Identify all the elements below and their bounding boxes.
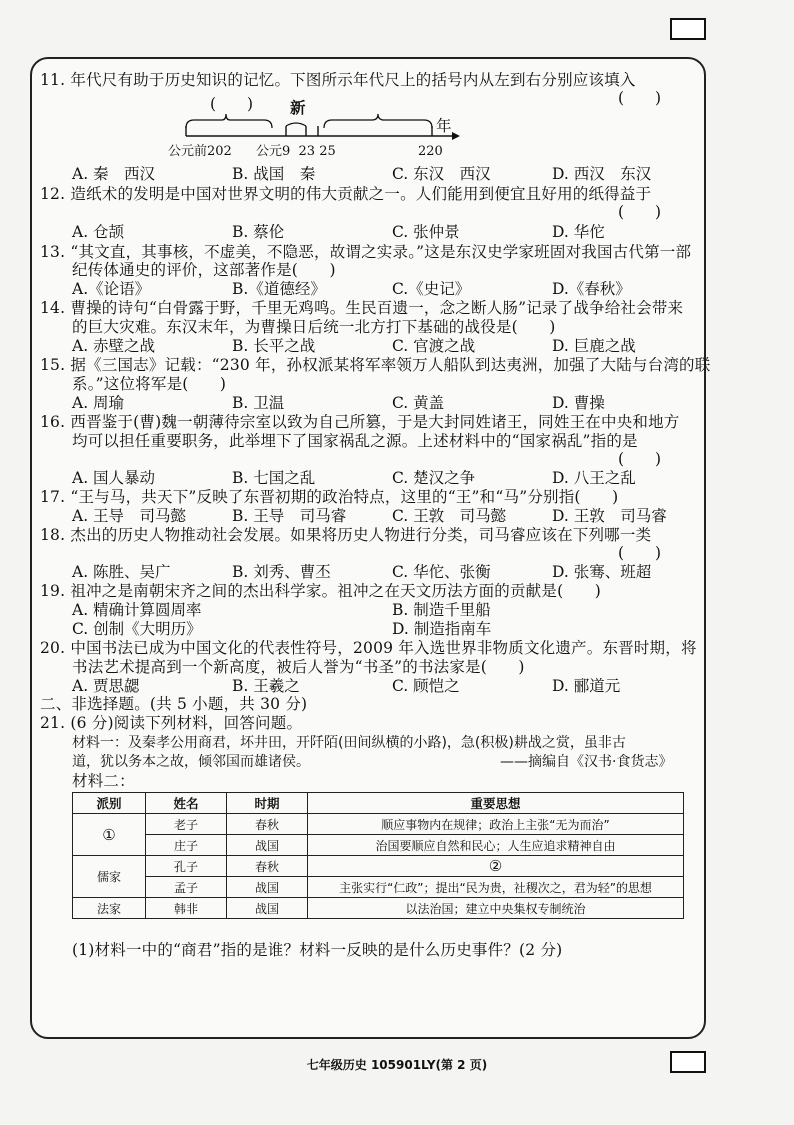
q13-option-c: C.《史记》 [392,280,471,298]
table-cell: 老子 [146,814,227,835]
q11-tick-right: 220 [418,144,443,159]
q14-stem-2: 的巨大灾难。东汉末年，为曹操日后统一北方打下基础的战役是( ) [72,318,556,336]
q17-option-a: A. 王导 司马懿 [72,507,187,525]
q11-option-d: D. 西汉 东汉 [552,165,652,183]
q17-stem: 17. “王与马，共天下”反映了东晋初期的政治特点，这里的“王”和“马”分别指( ) [40,488,619,506]
q14-option-d: D. 巨鹿之战 [552,337,636,355]
table-cell: 孟子 [146,877,227,898]
q20-option-c: C. 顾恺之 [392,677,460,695]
q21-subquestion-1: (1)材料一中的“商君”指的是谁？材料一反映的是什么历史事件？(2 分) [72,941,563,959]
table-cell: 主张实行“仁政”；提出“民为贵，社稷次之，君为轻”的思想 [308,877,684,898]
table-cell-blank: ② [308,856,684,877]
table-cell: 顺应事物内在规律；政治上主张“无为而治” [308,814,684,835]
q20-option-b: B. 王羲之 [232,677,300,695]
q21-material1-b: 道，犹以务本之故，倾邻国而雄诸侯。 [72,754,310,770]
q16-paren: ( ) [618,450,662,468]
q19-stem: 19. 祖冲之是南朝宋齐之间的杰出科学家。祖冲之在天文历法方面的贡献是( ) [40,582,601,600]
q16-option-c: C. 楚汉之争 [392,469,476,487]
q13-stem-2: 纪传体通史的评价，这部著作是( ) [72,261,336,279]
q11-tick-mid: 公元9 23 25 [256,144,336,159]
q17-option-b: B. 王导 司马睿 [232,507,347,525]
q16-option-d: D. 八王之乱 [552,469,636,487]
q12-option-c: C. 张仲景 [392,223,460,241]
timeline-arrow [452,132,460,140]
q20-stem-2: 书法艺术提高到一个新高度，被后人誉为“书圣”的书法家是( ) [72,658,525,676]
table-cell-school: ① [73,814,146,856]
q14-stem-1: 14. 曹操的诗句“白骨露于野，千里无鸡鸣。生民百遗一，念之断人肠”记录了战争给社会带来 [40,299,684,317]
q18-option-b: B. 刘秀、曹丕 [232,563,331,581]
q18-paren: ( ) [618,544,662,562]
q18-option-d: D. 张骞、班超 [552,563,652,581]
table-cell-school: 儒家 [73,856,146,898]
q16-stem-2: 均可以担任重要职务，此举埋下了国家祸乱之源。上述材料中的“国家祸乱”指的是 [72,432,638,450]
table-cell: 韩非 [146,898,227,919]
q16-option-b: B. 七国之乱 [232,469,316,487]
q21-material2-label: 材料二： [72,772,135,790]
q12-stem: 12. 造纸术的发明是中国对世界文明的伟大贡献之一。人们能用到便宜且好用的纸得益于 [40,185,652,203]
q11-option-b: B. 战国 秦 [232,165,316,183]
q18-option-a: A. 陈胜、吴广 [72,563,171,581]
q14-option-a: A. 赤壁之战 [72,337,156,355]
q12-option-a: A. 仓颉 [72,223,125,241]
q11-blank-left: ( ) [210,95,254,113]
q21-stem: 21. (6 分)阅读下列材料，回答问题。 [40,714,303,732]
q12-paren: ( ) [618,203,662,221]
q13-option-a: A.《论语》 [72,280,151,298]
q14-option-b: B. 长平之战 [232,337,316,355]
q15-option-c: C. 黄盖 [392,394,445,412]
q19-option-a: A. 精确计算圆周率 [72,601,202,619]
q19-option-c: C. 创制《大明历》 [72,620,202,638]
table-row [73,856,684,877]
header-period: 时期 [227,793,308,814]
q15-stem-2: 系。”这位将军是( ) [72,375,227,393]
table-cell: 战国 [227,877,308,898]
q11-option-c: C. 东汉 西汉 [392,165,491,183]
table-cell: 春秋 [227,856,308,877]
q15-stem-1: 15. 据《三国志》记载：“230 年，孙权派某将军率领万人船队到达夷洲，加强了大陆与台湾的联 [40,356,711,374]
page-footer: 七年级历史 105901LY(第 2 页) [306,1058,488,1072]
q18-option-c: C. 华佗、张衡 [392,563,491,581]
header-school: 派别 [73,793,146,814]
table-cell: 战国 [227,835,308,856]
q12-option-d: D. 华佗 [552,223,605,241]
q11-paren: ( ) [618,89,662,107]
header-name: 姓名 [146,793,227,814]
table-cell: 孔子 [146,856,227,877]
timeline-brace-right [324,114,432,128]
q18-stem: 18. 杰出的历史人物推动社会发展。如果将历史人物进行分类，司马睿应该在下列哪一类 [40,526,652,544]
q11-label-year: 年 [436,117,452,135]
table-row [73,814,684,835]
q17-option-d: D. 王敦 司马睿 [552,507,667,525]
schools-table [72,792,684,919]
q11-label-xin: 新 [290,98,306,117]
q15-option-a: A. 周瑜 [72,394,125,412]
q20-option-a: A. 贾思勰 [72,677,140,695]
q12-option-b: B. 蔡伦 [232,223,285,241]
q15-option-b: B. 卫温 [232,394,285,412]
q16-option-a: A. 国人暴动 [72,469,156,487]
table-cell-school: 法家 [73,898,146,919]
header-thought: 重要思想 [308,793,684,814]
corner-box-top [670,18,706,40]
table-row [73,835,684,856]
q19-option-b: B. 制造千里船 [392,601,491,619]
q21-material1-a: 材料一：及秦孝公用商君，坏井田，开阡陌(田间纵横的小路)，急(积极)耕战之赏，虽非古 [72,735,626,751]
timeline-brace-left [186,114,272,128]
q13-option-d: D.《春秋》 [552,280,631,298]
q16-stem-1: 16. 西晋鉴于(曹)魏一朝薄待宗室以致为自己所篡，于是大封同姓诸王，同姓王在中央和地方 [40,413,680,431]
table-row [73,898,684,919]
table-row [73,877,684,898]
section-2-heading: 二、非选择题。(共 5 小题，共 30 分) [40,695,308,713]
q11-option-a: A. 秦 西汉 [72,165,156,183]
q11-tick-left: 公元前202 [168,144,232,159]
table-cell: 春秋 [227,814,308,835]
q14-option-c: C. 官渡之战 [392,337,476,355]
q19-option-d: D. 制造指南车 [392,620,492,638]
q20-option-d: D. 郦道元 [552,677,621,695]
table-cell: 庄子 [146,835,227,856]
table-header-row [73,793,684,814]
q13-option-b: B.《道德经》 [232,280,326,298]
q21-material1-source: ——摘编自《汉书·食货志》 [500,754,673,770]
table-cell: 战国 [227,898,308,919]
q17-option-c: C. 王敦 司马懿 [392,507,507,525]
q11-stem: 11. 年代尺有助于历史知识的记忆。下图所示年代尺上的括号内从左到右分别应该填入 [40,71,636,89]
q20-stem-1: 20. 中国书法已成为中国文化的代表性符号，2009 年入选世界非物质文化遗产。东晋时期，将 [40,639,697,657]
q13-stem-1: 13. “其文直，其事核，不虚美，不隐恶，故谓之实录。”这是东汉史学家班固对我国古代第一部 [40,243,692,261]
table-cell: 治国要顺应自然和民心；人生应追求精神自由 [308,835,684,856]
table-cell: 以法治国；建立中央集权专制统治 [308,898,684,919]
q15-option-d: D. 曹操 [552,394,605,412]
